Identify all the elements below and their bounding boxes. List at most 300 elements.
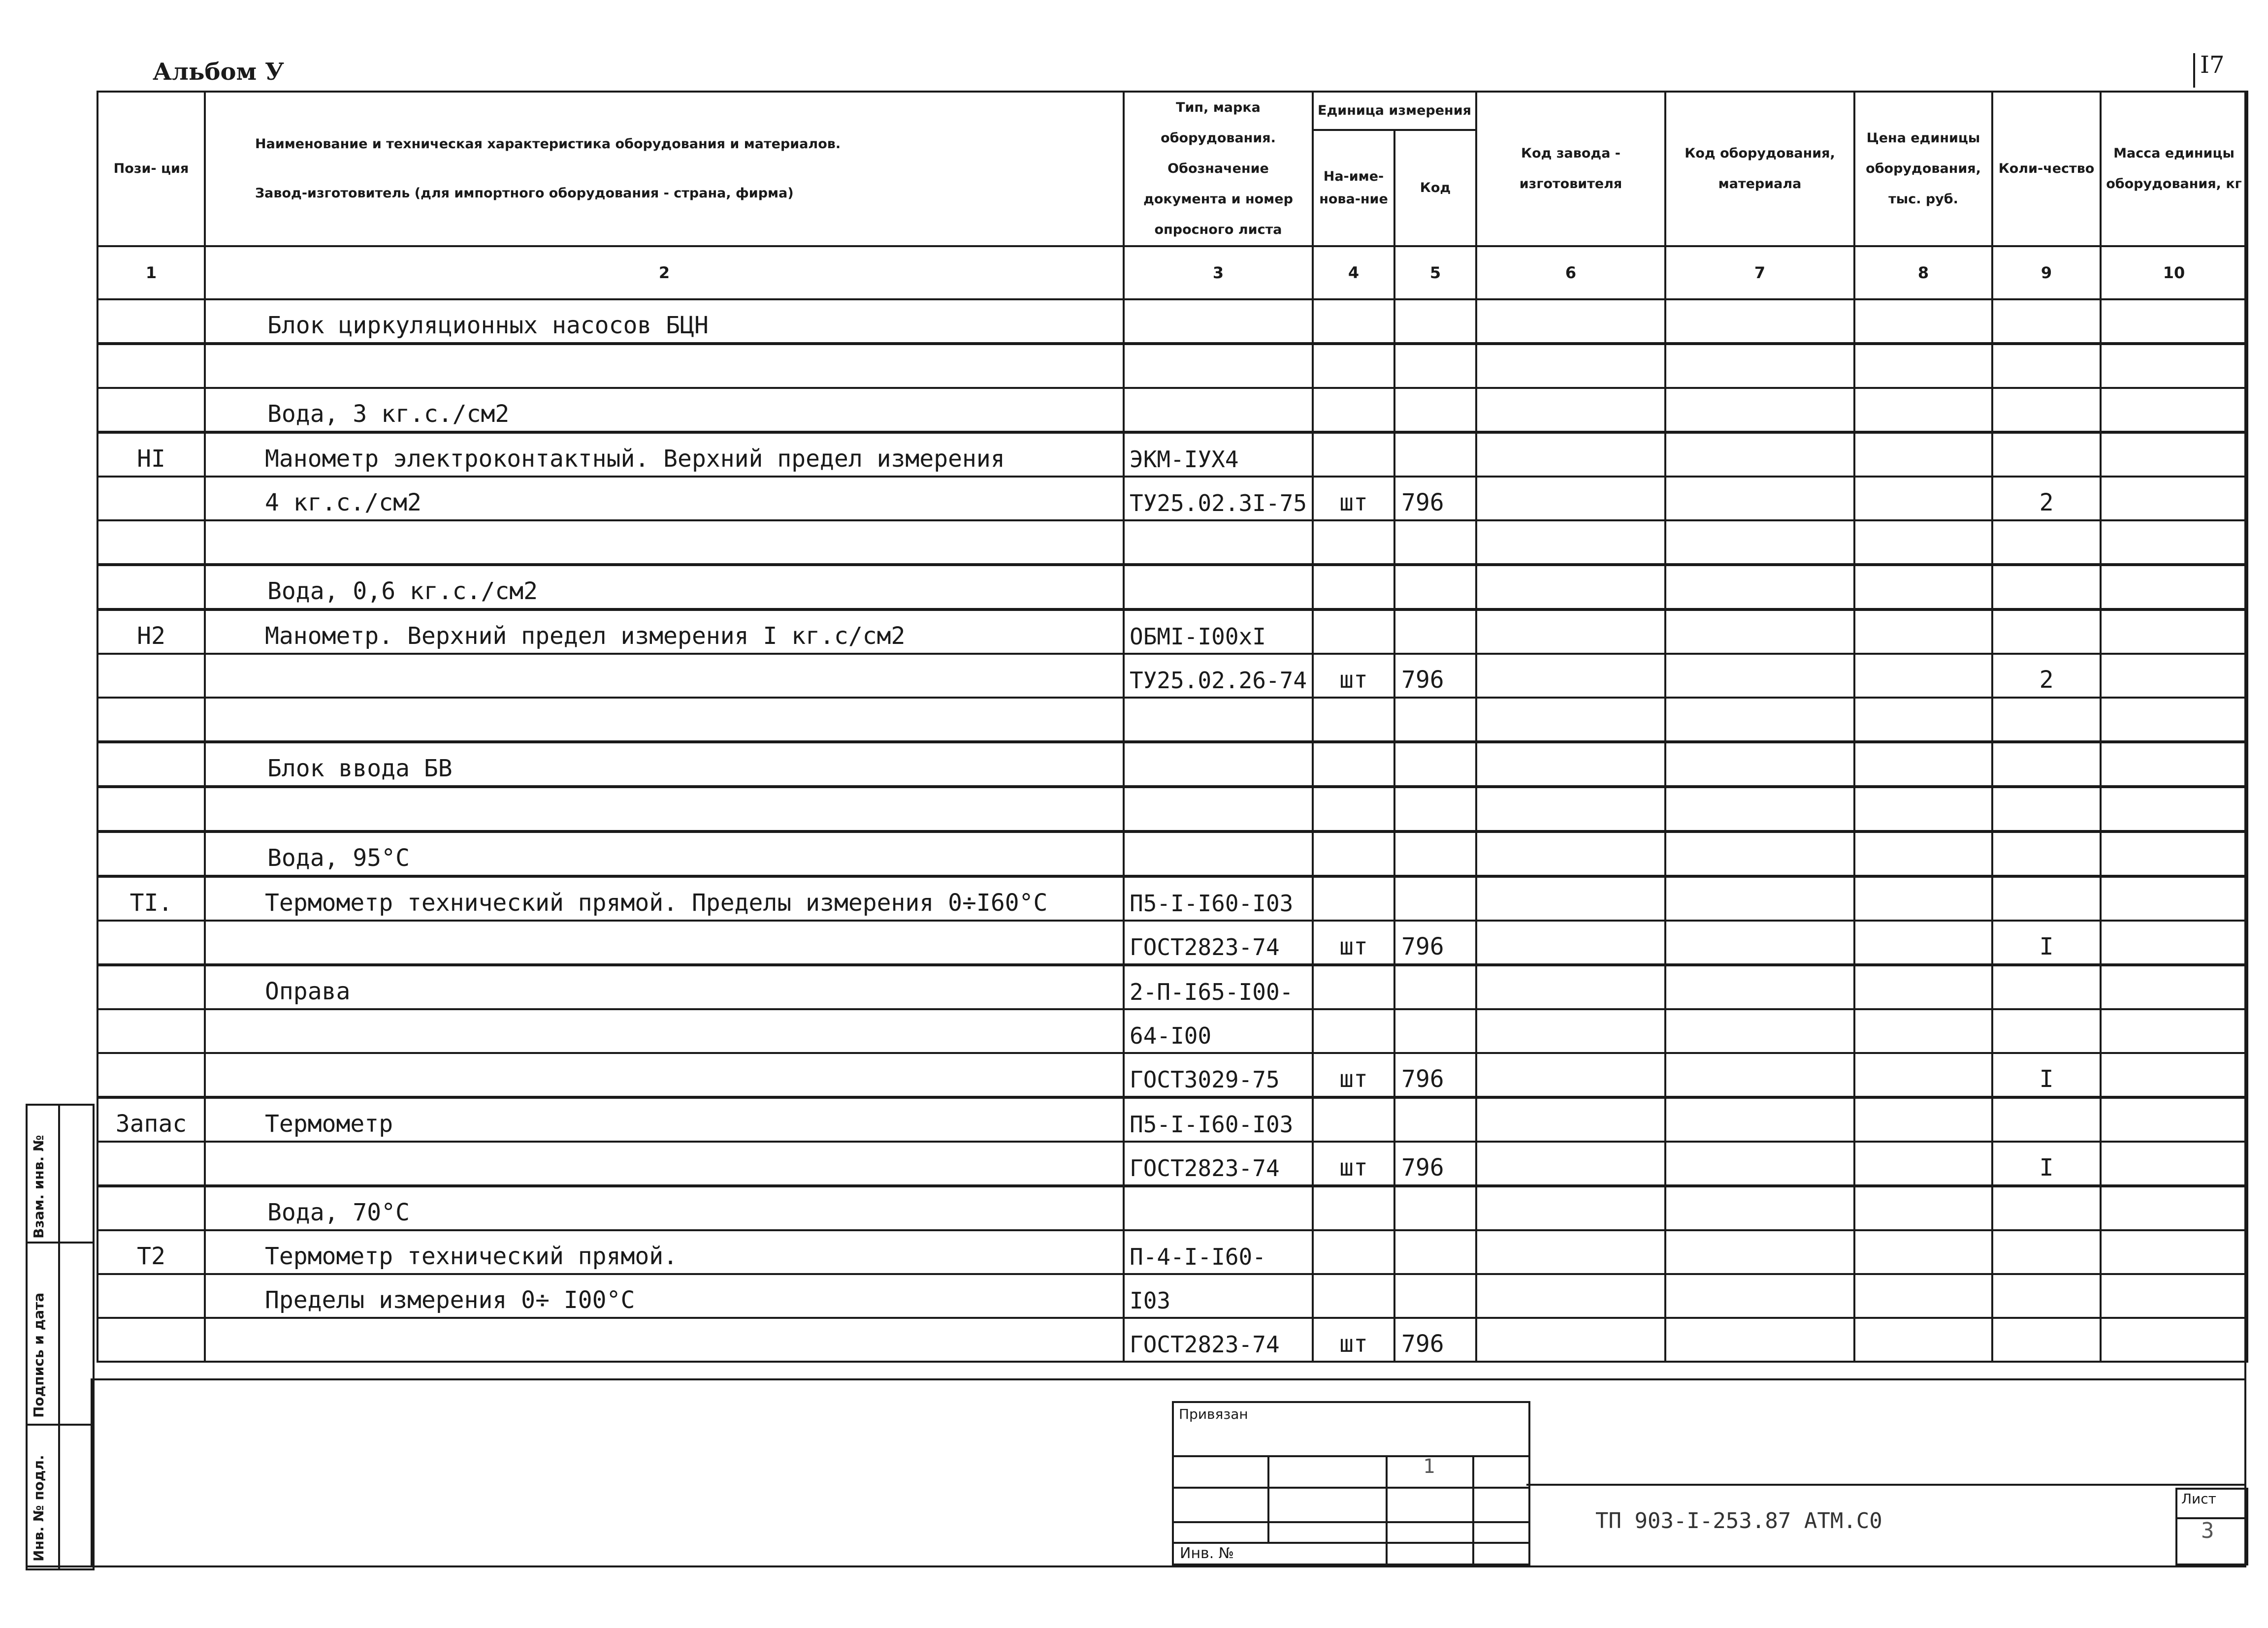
unit-code-cell	[1394, 609, 1476, 654]
type-cell	[1124, 565, 1313, 609]
col-header-mass: Масса единицы оборудования, кг	[2101, 92, 2247, 246]
equip-code-cell	[1665, 1009, 1854, 1053]
unit-cell	[1313, 742, 1394, 787]
col-number-1: 1	[97, 246, 205, 299]
unit-cell	[1313, 1274, 1394, 1318]
name-cell: Блок циркуляционных насосов БЦН	[205, 299, 1124, 344]
price-cell	[1854, 1318, 1992, 1362]
factory-cell	[1476, 1274, 1665, 1318]
table-row	[97, 1186, 2247, 1230]
specification-table	[97, 91, 2248, 1363]
price-cell	[1854, 520, 1992, 565]
quantity-cell: I	[1992, 921, 2101, 965]
name-cell: Термометр технический прямой.	[205, 1230, 1124, 1274]
position-cell	[97, 299, 205, 344]
table-row	[97, 432, 2247, 477]
equip-code-cell	[1665, 344, 1854, 388]
mass-cell	[2101, 1230, 2247, 1274]
position-cell	[97, 965, 205, 1009]
equip-code-cell	[1665, 388, 1854, 432]
unit-cell	[1313, 1230, 1394, 1274]
side-strip-line	[58, 1106, 60, 1568]
factory-cell	[1476, 921, 1665, 965]
quantity-cell	[1992, 831, 2101, 876]
type-cell: 64-I00	[1124, 1009, 1313, 1053]
name-cell	[205, 520, 1124, 565]
unit-code-cell	[1394, 388, 1476, 432]
quantity-cell	[1992, 787, 2101, 831]
factory-cell	[1476, 1318, 1665, 1362]
price-cell	[1854, 1142, 1992, 1186]
factory-cell	[1476, 520, 1665, 565]
unit-cell	[1313, 432, 1394, 477]
col-header-unit: Единица измерения	[1313, 92, 1476, 130]
stamp-line	[1174, 1521, 1528, 1523]
type-cell: ЭКМ-IУХ4	[1124, 432, 1313, 477]
side-label-inv-original: Инв. № подл.	[31, 1455, 47, 1562]
col-number-10: 10	[2101, 246, 2247, 299]
factory-cell	[1476, 1053, 1665, 1097]
price-cell	[1854, 1053, 1992, 1097]
unit-code-cell: 796	[1394, 477, 1476, 520]
table-row	[97, 609, 2247, 654]
table-row	[97, 876, 2247, 921]
position-cell	[97, 831, 205, 876]
unit-code-cell	[1394, 344, 1476, 388]
price-cell	[1854, 876, 1992, 921]
position-cell	[97, 698, 205, 742]
stamp-linked-label: Привязан	[1179, 1406, 1248, 1422]
unit-cell	[1313, 299, 1394, 344]
unit-cell	[1313, 609, 1394, 654]
price-cell	[1854, 831, 1992, 876]
quantity-cell	[1992, 344, 2101, 388]
position-cell	[97, 787, 205, 831]
equip-code-cell	[1665, 876, 1854, 921]
position-cell	[97, 1318, 205, 1362]
mass-cell	[2101, 698, 2247, 742]
unit-cell	[1313, 965, 1394, 1009]
position-cell: HI	[97, 432, 205, 477]
stamp-line	[1267, 1455, 1269, 1542]
unit-cell	[1313, 698, 1394, 742]
stamp-line	[1174, 1542, 1528, 1544]
equip-code-cell	[1665, 1053, 1854, 1097]
quantity-cell	[1992, 1274, 2101, 1318]
name-cell: Манометр электроконтактный. Верхний предел измерения	[205, 432, 1124, 477]
mass-cell	[2101, 1142, 2247, 1186]
factory-cell	[1476, 742, 1665, 787]
table-row	[97, 344, 2247, 388]
mass-cell	[2101, 520, 2247, 565]
factory-cell	[1476, 1009, 1665, 1053]
name-cell: Термометр технический прямой. Пределы измерения 0÷I60°С	[205, 876, 1124, 921]
unit-code-cell	[1394, 698, 1476, 742]
position-cell	[97, 344, 205, 388]
quantity-cell: 2	[1992, 477, 2101, 520]
side-label-signature-date: Подпись и дата	[31, 1292, 47, 1418]
stamp-line	[1472, 1455, 1474, 1564]
price-cell	[1854, 477, 1992, 520]
unit-cell	[1313, 876, 1394, 921]
table-row	[97, 654, 2247, 698]
equip-code-cell	[1665, 698, 1854, 742]
equip-code-cell	[1665, 609, 1854, 654]
type-cell: ГОСТ2823-74	[1124, 921, 1313, 965]
page-number-rule	[2193, 53, 2195, 88]
mass-cell	[2101, 742, 2247, 787]
mass-cell	[2101, 1274, 2247, 1318]
unit-cell	[1313, 388, 1394, 432]
equip-code-cell	[1665, 1142, 1854, 1186]
unit-cell	[1313, 344, 1394, 388]
mass-cell	[2101, 609, 2247, 654]
table-row	[97, 1097, 2247, 1142]
position-cell	[97, 477, 205, 520]
quantity-cell	[1992, 1009, 2101, 1053]
mass-cell	[2101, 388, 2247, 432]
table-row	[97, 1274, 2247, 1318]
name-cell	[205, 1009, 1124, 1053]
price-cell	[1854, 432, 1992, 477]
quantity-cell	[1992, 965, 2101, 1009]
unit-code-cell: 796	[1394, 1053, 1476, 1097]
type-cell: I03	[1124, 1274, 1313, 1318]
price-cell	[1854, 921, 1992, 965]
unit-cell: шт	[1313, 1142, 1394, 1186]
title-block-line	[1526, 1484, 2246, 1486]
position-cell: Запас	[97, 1097, 205, 1142]
factory-cell	[1476, 876, 1665, 921]
price-cell	[1854, 1230, 1992, 1274]
table-row	[97, 742, 2247, 787]
side-strip-line	[28, 1242, 93, 1244]
table-row	[97, 921, 2247, 965]
mass-cell	[2101, 1097, 2247, 1142]
position-cell	[97, 1009, 205, 1053]
table-row	[97, 1318, 2247, 1362]
table-row	[97, 698, 2247, 742]
name-cell: Вода, 70°С	[205, 1186, 1124, 1230]
type-cell: ОБМI-I00хI	[1124, 609, 1313, 654]
quantity-cell	[1992, 1230, 2101, 1274]
col-number-5: 5	[1394, 246, 1476, 299]
equip-code-cell	[1665, 742, 1854, 787]
unit-code-cell	[1394, 299, 1476, 344]
equip-code-cell	[1665, 1186, 1854, 1230]
name-cell	[205, 698, 1124, 742]
mass-cell	[2101, 876, 2247, 921]
equip-code-cell	[1665, 1274, 1854, 1318]
factory-cell	[1476, 787, 1665, 831]
unit-cell	[1313, 1097, 1394, 1142]
quantity-cell	[1992, 520, 2101, 565]
unit-code-cell: 796	[1394, 921, 1476, 965]
factory-cell	[1476, 1097, 1665, 1142]
table-row	[97, 1142, 2247, 1186]
type-cell: ТУ25.02.26-74	[1124, 654, 1313, 698]
mass-cell	[2101, 831, 2247, 876]
col-header-qty: Коли-чество	[1992, 92, 2101, 246]
name-cell	[205, 654, 1124, 698]
quantity-cell	[1992, 432, 2101, 477]
price-cell	[1854, 1186, 1992, 1230]
price-cell	[1854, 787, 1992, 831]
col-header-pos: Пози- ция	[97, 92, 205, 246]
quantity-cell: I	[1992, 1053, 2101, 1097]
unit-code-cell: 796	[1394, 654, 1476, 698]
mass-cell	[2101, 565, 2247, 609]
sheet-number: 3	[2201, 1518, 2214, 1543]
price-cell	[1854, 742, 1992, 787]
type-cell	[1124, 831, 1313, 876]
factory-cell	[1476, 965, 1665, 1009]
col-header-factory: Код завода - изготовителя	[1476, 92, 1665, 246]
unit-code-cell: 796	[1394, 1142, 1476, 1186]
name-cell: Вода, 95°С	[205, 831, 1124, 876]
table-row	[97, 1009, 2247, 1053]
col-header-name	[205, 92, 1124, 246]
unit-code-cell	[1394, 520, 1476, 565]
equip-code-cell	[1665, 520, 1854, 565]
type-cell	[1124, 520, 1313, 565]
equip-code-cell	[1665, 831, 1854, 876]
type-cell	[1124, 299, 1313, 344]
quantity-cell	[1992, 742, 2101, 787]
equip-code-cell	[1665, 965, 1854, 1009]
position-cell	[97, 654, 205, 698]
factory-cell	[1476, 344, 1665, 388]
name-cell	[205, 787, 1124, 831]
unit-cell	[1313, 565, 1394, 609]
unit-cell	[1313, 831, 1394, 876]
quantity-cell	[1992, 1097, 2101, 1142]
equip-code-cell	[1665, 432, 1854, 477]
side-label-vzam-inv: Взам. инв. №	[31, 1135, 47, 1239]
quantity-cell	[1992, 565, 2101, 609]
frame-right-line	[2244, 91, 2246, 1566]
col-header-price: Цена единицы оборудования, тыс. руб.	[1854, 92, 1992, 246]
position-cell	[97, 1053, 205, 1097]
equip-code-cell	[1665, 1230, 1854, 1274]
factory-cell	[1476, 1230, 1665, 1274]
col-header-equip-code: Код оборудования, материала	[1665, 92, 1854, 246]
frame-bottom-line	[26, 1565, 2246, 1567]
equip-code-cell	[1665, 654, 1854, 698]
name-cell: Оправа	[205, 965, 1124, 1009]
quantity-cell	[1992, 609, 2101, 654]
price-cell	[1854, 1009, 1992, 1053]
name-cell: Термометр	[205, 1097, 1124, 1142]
unit-code-cell	[1394, 1009, 1476, 1053]
album-label: Альбом У	[153, 58, 284, 86]
unit-cell: шт	[1313, 654, 1394, 698]
quantity-cell	[1992, 698, 2101, 742]
table-row	[97, 1053, 2247, 1097]
table-row	[97, 388, 2247, 432]
price-cell	[1854, 344, 1992, 388]
position-cell	[97, 742, 205, 787]
table-row	[97, 1230, 2247, 1274]
type-cell: ГОСТ2823-74	[1124, 1142, 1313, 1186]
quantity-cell: 2	[1992, 654, 2101, 698]
col-header-unit-code: Код	[1394, 130, 1476, 246]
type-cell: ГОСТ2823-74	[1124, 1318, 1313, 1362]
mass-cell	[2101, 921, 2247, 965]
mass-cell	[2101, 299, 2247, 344]
mass-cell	[2101, 654, 2247, 698]
type-cell	[1124, 1186, 1313, 1230]
unit-code-cell	[1394, 742, 1476, 787]
side-strip-line	[28, 1424, 93, 1426]
col-number-7: 7	[1665, 246, 1854, 299]
table-row	[97, 565, 2247, 609]
unit-code-cell	[1394, 1230, 1476, 1274]
mass-cell	[2101, 1009, 2247, 1053]
stamp-inv-label: Инв. №	[1180, 1545, 1234, 1562]
quantity-cell	[1992, 876, 2101, 921]
type-cell: П5-I-I60-I03	[1124, 1097, 1313, 1142]
mass-cell	[2101, 477, 2247, 520]
price-cell	[1854, 299, 1992, 344]
mass-cell	[2101, 432, 2247, 477]
price-cell	[1854, 654, 1992, 698]
quantity-cell: I	[1992, 1142, 2101, 1186]
mass-cell	[2101, 965, 2247, 1009]
name-cell	[205, 921, 1124, 965]
unit-cell: шт	[1313, 921, 1394, 965]
col-header-name-line2: Завод-изготовитель (для импортного оборудования - страна, фирма)	[255, 186, 794, 201]
table-row	[97, 831, 2247, 876]
unit-code-cell	[1394, 1097, 1476, 1142]
factory-cell	[1476, 432, 1665, 477]
unit-code-cell	[1394, 965, 1476, 1009]
quantity-cell	[1992, 1318, 2101, 1362]
factory-cell	[1476, 477, 1665, 520]
col-header-name-line1: Наименование и техническая характеристика оборудования и материалов.	[255, 136, 841, 152]
unit-code-cell	[1394, 787, 1476, 831]
unit-code-cell	[1394, 565, 1476, 609]
type-cell: ТУ25.02.3I-75	[1124, 477, 1313, 520]
mass-cell	[2101, 1186, 2247, 1230]
name-cell	[205, 344, 1124, 388]
position-cell	[97, 921, 205, 965]
equip-code-cell	[1665, 299, 1854, 344]
stamp-cell-1: 1	[1423, 1455, 1435, 1478]
quantity-cell	[1992, 388, 2101, 432]
quantity-cell	[1992, 299, 2101, 344]
title-block-stamp	[1172, 1401, 1530, 1565]
type-cell	[1124, 344, 1313, 388]
position-cell	[97, 565, 205, 609]
type-cell: 2-П-I65-I00-	[1124, 965, 1313, 1009]
equip-code-cell	[1665, 787, 1854, 831]
col-number-6: 6	[1476, 246, 1665, 299]
type-cell	[1124, 698, 1313, 742]
unit-code-cell	[1394, 432, 1476, 477]
col-number-4: 4	[1313, 246, 1394, 299]
name-cell: Пределы измерения 0÷ I00°С	[205, 1274, 1124, 1318]
document-code: ТП 903-I-253.87 АТМ.С0	[1595, 1508, 1882, 1533]
unit-cell	[1313, 1186, 1394, 1230]
unit-code-cell: 796	[1394, 1318, 1476, 1362]
equip-code-cell	[1665, 565, 1854, 609]
price-cell	[1854, 609, 1992, 654]
unit-code-cell	[1394, 1186, 1476, 1230]
position-cell	[97, 1274, 205, 1318]
equip-code-cell	[1665, 921, 1854, 965]
col-number-3: 3	[1124, 246, 1313, 299]
unit-cell: шт	[1313, 477, 1394, 520]
type-cell: П-4-I-I60-	[1124, 1230, 1313, 1274]
factory-cell	[1476, 565, 1665, 609]
page-number: I7	[2200, 51, 2225, 79]
price-cell	[1854, 388, 1992, 432]
mass-cell	[2101, 344, 2247, 388]
name-cell	[205, 1318, 1124, 1362]
name-cell	[205, 1053, 1124, 1097]
price-cell	[1854, 698, 1992, 742]
type-cell: ГОСТ3029-75	[1124, 1053, 1313, 1097]
name-cell	[205, 1142, 1124, 1186]
mass-cell	[2101, 787, 2247, 831]
factory-cell	[1476, 698, 1665, 742]
factory-cell	[1476, 1186, 1665, 1230]
unit-cell	[1313, 787, 1394, 831]
factory-cell	[1476, 1142, 1665, 1186]
type-cell	[1124, 388, 1313, 432]
position-cell: TI.	[97, 876, 205, 921]
stamp-line	[1174, 1455, 1528, 1457]
position-cell	[97, 388, 205, 432]
position-cell: T2	[97, 1230, 205, 1274]
type-cell	[1124, 742, 1313, 787]
unit-code-cell	[1394, 1274, 1476, 1318]
unit-code-cell	[1394, 876, 1476, 921]
unit-cell: шт	[1313, 1318, 1394, 1362]
table-row	[97, 299, 2247, 344]
lower-frame-line	[91, 1378, 2246, 1380]
name-cell: Вода, 0,6 кг.с./см2	[205, 565, 1124, 609]
table-row	[97, 477, 2247, 520]
factory-cell	[1476, 299, 1665, 344]
position-cell	[97, 1142, 205, 1186]
unit-code-cell	[1394, 831, 1476, 876]
name-cell: 4 кг.с./см2	[205, 477, 1124, 520]
col-number-2: 2	[205, 246, 1124, 299]
unit-cell	[1313, 520, 1394, 565]
col-number-9: 9	[1992, 246, 2101, 299]
table-row	[97, 787, 2247, 831]
factory-cell	[1476, 609, 1665, 654]
type-cell: П5-I-I60-I03	[1124, 876, 1313, 921]
unit-cell	[1313, 1009, 1394, 1053]
name-cell: Вода, 3 кг.с./см2	[205, 388, 1124, 432]
position-cell: H2	[97, 609, 205, 654]
position-cell	[97, 520, 205, 565]
equip-code-cell	[1665, 1097, 1854, 1142]
col-header-type: Тип, марка оборудования. Обозначение документа и номер опросного листа	[1124, 92, 1313, 246]
factory-cell	[1476, 831, 1665, 876]
price-cell	[1854, 965, 1992, 1009]
factory-cell	[1476, 654, 1665, 698]
price-cell	[1854, 565, 1992, 609]
unit-cell: шт	[1313, 1053, 1394, 1097]
sheet-label: Лист	[2181, 1491, 2216, 1507]
col-number-8: 8	[1854, 246, 1992, 299]
table-row	[97, 965, 2247, 1009]
mass-cell	[2101, 1053, 2247, 1097]
